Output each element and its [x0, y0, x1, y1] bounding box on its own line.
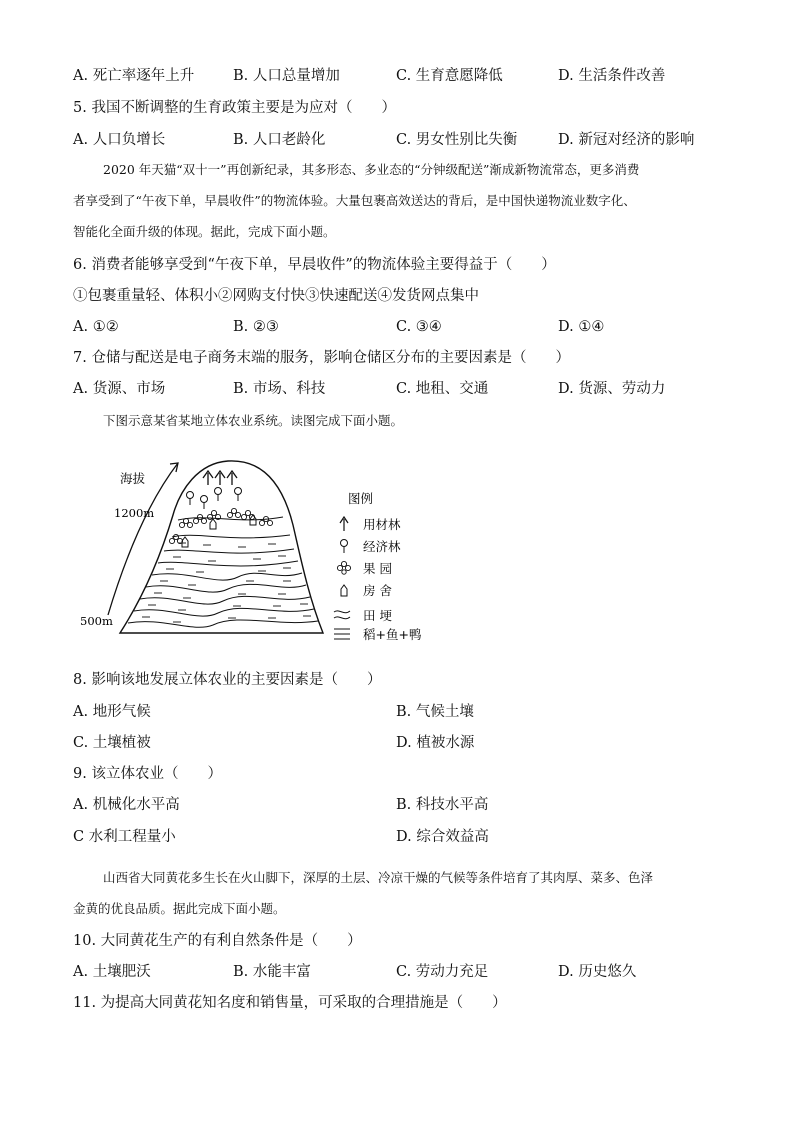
- q7-stem: 7. 仓储与配送是电子商务末端的服务，影响仓储区分布的主要因素是（ ）: [73, 350, 570, 366]
- q6-stem-line: [0, 253, 794, 277]
- agriculture-diagram: [78, 455, 438, 650]
- q6-option-b: B. ②③: [233, 319, 279, 335]
- q8-options-row1: [0, 700, 794, 724]
- q8-options-row2: [0, 731, 794, 755]
- orchard-icon: [337, 561, 350, 574]
- q9-option-d: D. 综合效益高: [396, 829, 489, 845]
- rice-fish-duck-icon: [334, 629, 350, 639]
- q5-stem: 5. 我国不断调整的生育政策主要是为应对（ ）: [73, 100, 396, 116]
- q10-option-c: C. 劳动力充足: [396, 964, 489, 980]
- q4-option-a: A. 死亡率逐年上升: [73, 68, 195, 84]
- q11-stem: 11. 为提高大同黄花知名度和销售量，可采取的合理措施是（ ）: [73, 995, 507, 1011]
- legend-rice-fish-duck: 稻+鱼+鸭: [363, 627, 422, 642]
- q7-option-d: D. 货源、劳动力: [558, 381, 666, 397]
- q9-option-c: C 水利工程量小: [73, 829, 176, 845]
- q6-option-a: A. ①②: [73, 319, 119, 335]
- q4-option-b: B. 人口总量增加: [233, 68, 340, 84]
- q4-options: [0, 64, 794, 88]
- q4-option-d: D. 生活条件改善: [558, 68, 666, 84]
- legend-house: 房 舍: [363, 583, 392, 598]
- q6-option-d: D. ①④: [558, 319, 605, 335]
- legend-timber-forest: 用材林: [363, 517, 401, 532]
- timber-forest-icon: [340, 517, 348, 531]
- q10-options: [0, 960, 794, 984]
- q7-option-a: A. 货源、市场: [73, 381, 166, 397]
- q7-option-b: B. 市场、科技: [233, 381, 326, 397]
- q5-option-d: D. 新冠对经济的影响: [558, 132, 695, 148]
- q11-stem-line: [0, 991, 794, 1015]
- q5-stem-line: [0, 96, 794, 120]
- terrace-fields: [128, 517, 318, 627]
- legend-orchard: 果 园: [363, 561, 392, 576]
- legend-field-ridge: 田 埂: [363, 608, 392, 623]
- q9-option-b: B. 科技水平高: [396, 797, 489, 813]
- q10-option-a: A. 土壤肥沃: [73, 964, 151, 980]
- q6-choices-line: [0, 284, 794, 308]
- q8-option-b: B. 气候土壤: [396, 704, 474, 720]
- q9-stem-line: [0, 762, 794, 786]
- economic-forest-icon: [341, 540, 348, 554]
- passage-3-line-2: 金黄的优良品质。据此完成下面小题。: [73, 901, 286, 916]
- passage-1-line-2: 者享受到了“午夜下单，早晨收件”的物流体验。大量包裹高效送达的背后，是中国快递物流业数字化、: [73, 193, 636, 208]
- q8-stem: 8. 影响该地发展立体农业的主要因素是（ ）: [73, 672, 382, 688]
- q5-options: [0, 128, 794, 152]
- q8-stem-line: [0, 668, 794, 692]
- q10-stem-line: [0, 929, 794, 953]
- q6-choices: ①包裹重量轻、体积小②网购支付快③快速配送④发货网点集中: [73, 288, 479, 304]
- passage-2-line: 下图示意某省某地立体农业系统。读图完成下面小题。: [103, 413, 404, 428]
- legend: [334, 491, 422, 642]
- q9-option-a: A. 机械化水平高: [73, 797, 180, 813]
- passage-1-line-1: 2020 年天猫“双十一”再创新纪录，其多形态、多业态的“分钟级配送”渐成新物流常态，更多消费: [103, 162, 640, 177]
- q8-option-a: A. 地形气候: [73, 704, 151, 720]
- q10-stem: 10. 大同黄花生产的有利自然条件是（ ）: [73, 933, 362, 949]
- q6-option-c: C. ③④: [396, 319, 442, 335]
- q8-option-d: D. 植被水源: [396, 735, 475, 751]
- q5-option-b: B. 人口老龄化: [233, 132, 326, 148]
- q7-stem-line: [0, 346, 794, 370]
- orchard-symbols: [169, 508, 272, 543]
- agriculture-diagram-svg: [78, 455, 438, 650]
- q10-option-d: D. 历史悠久: [558, 964, 637, 980]
- field-ridge-icon: [334, 611, 350, 619]
- q5-option-c: C. 男女性别比失衡: [396, 132, 518, 148]
- mountain-outline: [120, 461, 323, 633]
- house-icon: [341, 585, 347, 596]
- legend-title: 图例: [348, 491, 374, 506]
- q7-options: [0, 377, 794, 401]
- elevation-1200m-label: 1200m: [114, 506, 155, 520]
- elevation-500m-label: 500m: [80, 614, 113, 628]
- q6-stem: 6. 消费者能够享受到“午夜下单，早晨收件”的物流体验主要得益于（ ）: [73, 257, 556, 273]
- q9-stem: 9. 该立体农业（ ）: [73, 766, 222, 782]
- altitude-axis-label: 海拔: [120, 471, 146, 486]
- economic-forest-symbols: [187, 488, 242, 510]
- q9-options-row1: [0, 793, 794, 817]
- q9-options-row2: [0, 825, 794, 849]
- passage-1-line-3: 智能化全面升级的体现。据此，完成下面小题。: [73, 224, 336, 239]
- q6-options: [0, 315, 794, 339]
- legend-economic-forest: 经济林: [363, 539, 401, 554]
- timber-forest-symbols: [203, 471, 237, 485]
- q7-option-c: C. 地租、交通: [396, 381, 489, 397]
- q8-option-c: C. 土壤植被: [73, 735, 151, 751]
- passage-3-line-1: 山西省大同黄花多生长在火山脚下，深厚的土层、冷凉干燥的气候等条件培育了其肉厚、菜多、色泽: [103, 870, 654, 885]
- q10-option-b: B. 水能丰富: [233, 964, 311, 980]
- q4-option-c: C. 生育意愿降低: [396, 68, 503, 84]
- q5-option-a: A. 人口负增长: [73, 132, 166, 148]
